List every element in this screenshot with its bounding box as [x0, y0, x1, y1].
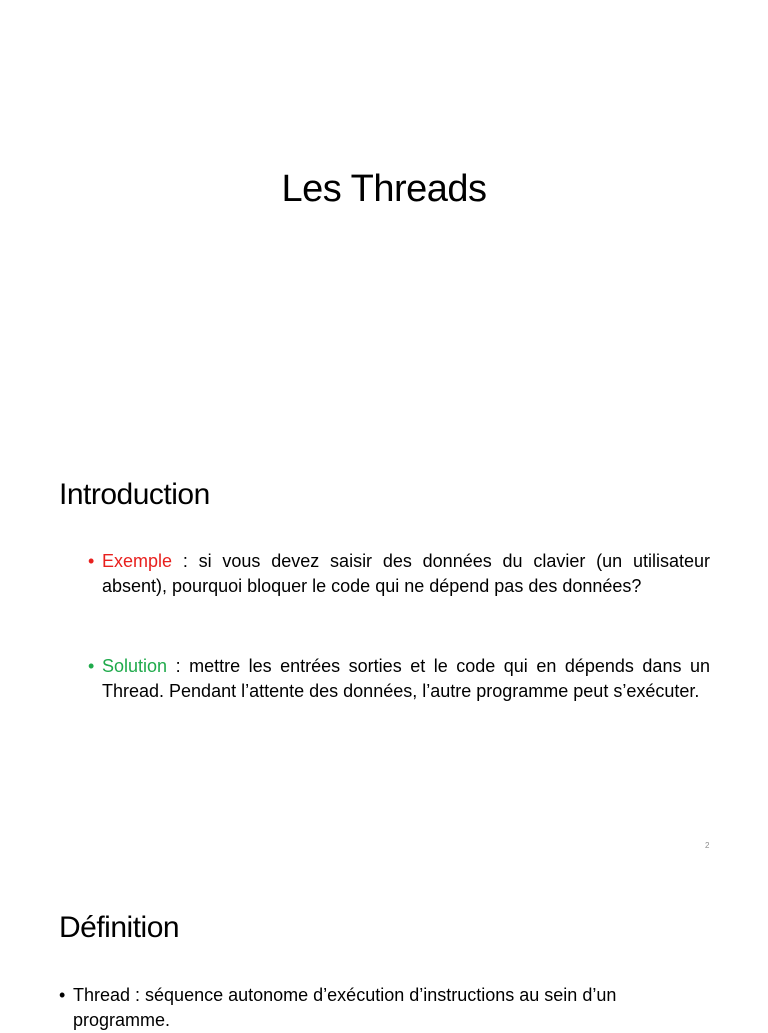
- definition-heading: Définition: [59, 911, 180, 944]
- slide-title: Les Threads: [281, 168, 487, 210]
- solution-text: : mettre les entrées sorties et le code qui en dépends dans un Thread. Pendant l’attente des données, l’autre programme peut s’exécuter.: [102, 656, 710, 701]
- bullet-dot: •: [88, 656, 95, 676]
- exemple-label: Exemple: [102, 551, 173, 571]
- exemple-text: : si vous devez saisir des données du clavier (un utilisateur absent), pourquoi bloquer le code qui ne dépend pas des données?: [102, 551, 710, 596]
- page-number: 2: [705, 841, 710, 850]
- introduction-heading: Introduction: [59, 478, 210, 511]
- solution-label: Solution: [102, 656, 168, 676]
- bullet-dot: •: [59, 985, 66, 1005]
- bullet-thread: [59, 983, 713, 1033]
- bullet-solution: [88, 654, 710, 704]
- bullet-dot: •: [88, 551, 95, 571]
- bullet-exemple: [88, 549, 710, 599]
- thread-text: Thread : séquence autonome d’exécution d’instructions au sein d’un programme.: [73, 985, 617, 1030]
